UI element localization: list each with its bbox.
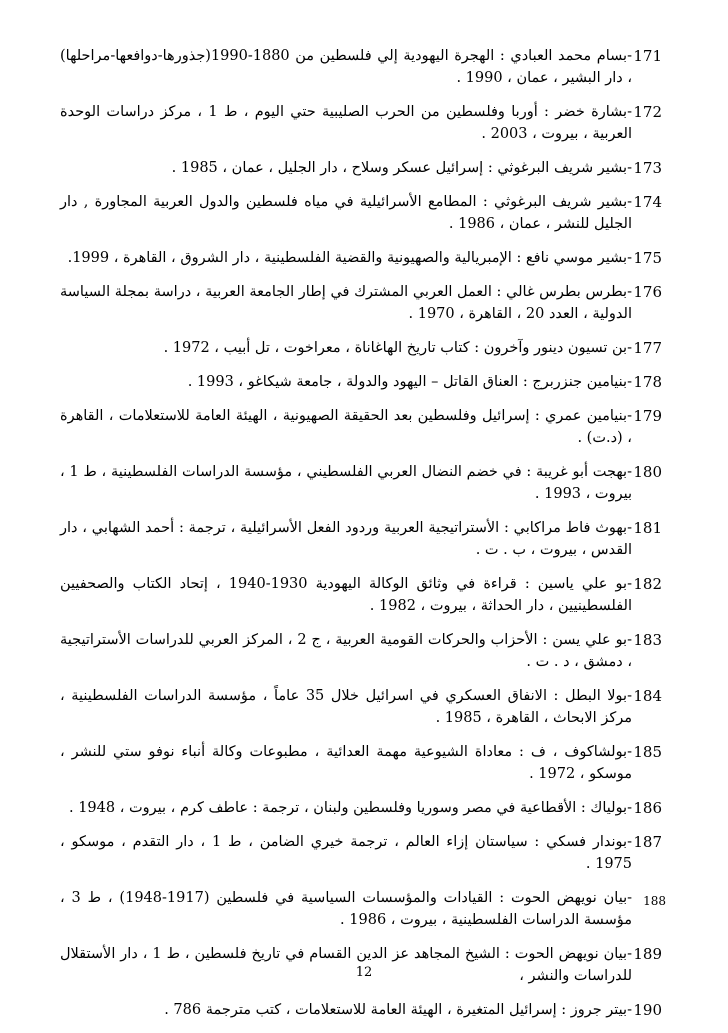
reference-number: 184 <box>633 687 662 705</box>
reference-item <box>60 157 662 179</box>
reference-number: 179 <box>633 407 662 425</box>
reference-text: -بنيامين جنزربرج : العناق القاتل – اليهود والدولة ، جامعة شيكاغو ، 1993 . <box>187 374 632 390</box>
reference-text: -بو علي ياسين : قراءة في وثائق الوكالة اليهودية 1930-1940 ، إتحاد الكتاب والصحفيين الفلسطينيين ، دار الحداثة ، بيروت ، 1982 . <box>60 576 632 614</box>
reference-text: -بيتر جروز : إسرائيل المتغيرة ، الهيئة العامة للاستعلامات ، كتب مترجمة 786 . <box>164 1002 632 1018</box>
reference-text: -بنيامين عمري : إسرائيل وفلسطين بعد الحقيقة الصهيونية ، الهيئة العامة للاستعلامات ، القاهرة ، (د.ت) . <box>60 408 632 446</box>
reference-number: 180 <box>633 463 662 481</box>
reference-number: 173 <box>633 159 662 177</box>
reference-text: -بطرس بطرس غالي : العمل العربي المشترك في إطار الجامعة العربية ، دراسة بمجلة السياسة الدولية ، العدد 20 ، القاهرة ، 1970 . <box>60 284 632 322</box>
reference-number: 188 <box>643 894 666 908</box>
reference-item <box>60 629 662 673</box>
reference-number: 175 <box>633 249 662 267</box>
reference-text: -بشير شريف البرغوثي : المطامع الأسرائيلية في مياه فلسطين والدول العربية المجاورة , دار الجليل للنشر ، عمان ، 1986 . <box>60 194 632 232</box>
reference-item <box>60 371 662 393</box>
reference-text: -بولياك : الأقطاعية في مصر وسوريا وفلسطين ولبنان ، ترجمة : عاطف كرم ، بيروت ، 1948 . <box>68 800 632 816</box>
reference-item <box>60 45 662 89</box>
reference-item <box>60 101 662 145</box>
reference-text: -بسام محمد العبادي : الهجرة اليهودية إلي فلسطين من 1880-1990(جذورها-دوافعها-مراحلها) ، دار البشير ، عمان ، 1990 . <box>60 48 632 86</box>
reference-list <box>60 45 666 1033</box>
reference-item <box>60 191 662 235</box>
reference-text: -بهوث فاط مراكابي : الأستراتيجية العربية وردود الفعل الأسرائيلية ، ترجمة : أحمد الشهابي ، دار القدس ، بيروت ، ب . ت . <box>60 520 632 558</box>
reference-number: 174 <box>633 193 662 211</box>
reference-item <box>60 999 662 1021</box>
reference-text: -بولشاكوف ، ف : معاداة الشيوعية مهمة العدائية ، مطبوعات وكالة أنباء نوفو ستي للنشر ، موسكو ، 1972 . <box>60 744 632 782</box>
reference-item <box>60 337 662 359</box>
reference-item <box>60 685 662 729</box>
reference-number: 182 <box>633 575 662 593</box>
reference-text: -بهجت أبو غريبة : في خضم النضال العربي الفلسطيني ، مؤسسة الدراسات الفلسطينية ، ط 1 ، بيروت ، 1993 . <box>60 464 632 502</box>
reference-item <box>60 797 662 819</box>
reference-number: 187 <box>633 833 662 851</box>
reference-text: -بوندار فسكي : سياستان إزاء العالم ، ترجمة خيري الضامن ، ط 1 ، دار التقدم ، موسكو ، 1975 . <box>60 834 632 872</box>
reference-number: 185 <box>633 743 662 761</box>
reference-number: 172 <box>633 103 662 121</box>
reference-text: -بشارة خضر : أوربا وفلسطين من الحرب الصليبية حتي اليوم ، ط 1 ، مركز دراسات الوحدة العربية ، بيروت ، 2003 . <box>60 104 632 142</box>
reference-item <box>60 281 662 325</box>
reference-text: -بن تسيون دينور وآخرون : كتاب تاريخ الهاغاناة ، معراخوت ، تل أبيب ، 1972 . <box>163 340 632 356</box>
page-number: 12 <box>355 965 373 980</box>
reference-item <box>60 247 662 269</box>
reference-number: 176 <box>633 283 662 301</box>
reference-number: 189 <box>633 945 662 963</box>
reference-text: -بيان نويهض الحوت : الشيخ المجاهد عز الدين القسام في تاريخ فلسطين ، ط 1 ، دار الأستقلال للدراسات والنشر ، <box>60 946 632 984</box>
reference-number: 190 <box>633 1001 662 1019</box>
reference-item <box>60 741 662 785</box>
reference-text: -بو علي يسن : الأحزاب والحركات القومية العربية ، ج 2 ، المركز العربي للدراسات الأستراتيجية ، دمشق ، د . ت . <box>60 632 632 670</box>
reference-text: -بولا البطل : الانفاق العسكري في اسرائيل خلال 35 عاماً ، مؤسسة الدراسات الفلسطينية ، مركز الابحاث ، القاهرة ، 1985 . <box>60 688 632 726</box>
reference-number: 186 <box>633 799 662 817</box>
reference-item <box>60 461 662 505</box>
reference-number: 181 <box>633 519 662 537</box>
reference-text: -بشير موسي نافع : الإمبريالية والصهيونية والقضية الفلسطينية ، دار الشروق ، القاهرة ، 1999. <box>67 250 632 266</box>
reference-number: 171 <box>633 47 662 65</box>
reference-number: 177 <box>633 339 662 357</box>
reference-item <box>60 405 662 449</box>
reference-item <box>60 831 662 875</box>
reference-number: 178 <box>633 373 662 391</box>
reference-item <box>60 573 662 617</box>
reference-item <box>60 887 666 931</box>
reference-number: 183 <box>633 631 662 649</box>
reference-item <box>60 517 662 561</box>
reference-text: -بشير شريف البرغوثي : إسرائيل عسكر وسلاح ، دار الجليل ، عمان ، 1985 . <box>171 160 632 176</box>
reference-text: -بيان نويهض الحوت : القيادات والمؤسسات السياسية في فلسطين (1917-1948) ، ط 3 ، مؤسسة الدراسات الفلسطينية ، بيروت ، 1986 . <box>60 890 633 928</box>
